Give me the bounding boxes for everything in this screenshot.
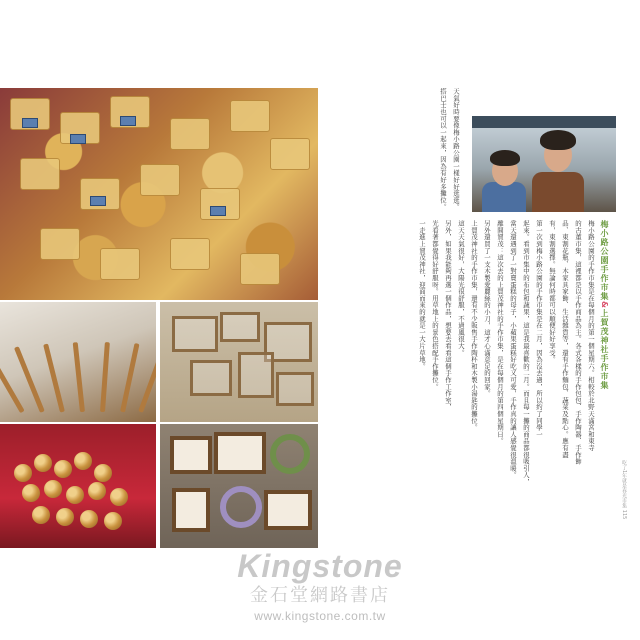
paragraph-column: 離開賀茂：這次去的上賀茂神社的手作市集，是在每個月的第四個星期日。 [496,220,504,445]
paragraph-column: 當天還遇到了一對賣蛋糕的母子，小蘋果蛋糕好吃又可愛，手作真的讓人感覺很溫暖。 [509,220,517,479]
paragraph-column: 另外還買了一支木製愛麗絲的小刀，這才心滿意足的回家。 [483,220,491,397]
snack-balls-photo [0,424,156,548]
paragraph-column: 另外，如果我能夠再選一個作品，想要去看看這個手作工作室， [444,220,452,411]
handmade-crafts-photo [160,424,318,548]
watermark-chinese: 金石堂網路書店 [250,585,390,606]
section-heading [599,220,610,545]
paragraph-column: 的古董市集，這裡都是以手作商品為主。各式各樣的手作包包、手作陶器、手作飾 [574,220,582,465]
paragraph-column: 光看著都覺得好舒服呀。用草地上的景色搭配手作攤位。 [431,220,439,390]
paragraph-column: 梅小路公園的手作市集是在每個月的第一個星期六。相較於北野天滿宮和東寺 [587,220,595,452]
paragraph-column: 品、東割花瓶、木家具家飾、生活雜貨等，還有手作麵包、蔬菜及點心。應有盡 [561,220,569,458]
paragraph-column: 上賀茂神社的手作市集，還有不少販售手作陶杯和木製小湯匙的攤位。 [470,220,478,431]
paragraph-column: 這天天氣很好，大陽光很舒服，不過風很大。 [457,220,465,356]
heading-part1: 梅小路公園手作市集 [600,220,609,301]
paragraph-column: 起來。看到市集中的布包和蔬果，這是我最喜歡的二月。而且每一攤的商品都很吸引人， [522,220,530,486]
page-folio: 吃了1年就是春光市集 115 [621,460,627,520]
heading-ampersand: & [600,301,609,309]
paragraph-column: 第一次到梅小路公園的手作市集是在二月，因為沒去過，所以約了同學一 [535,220,543,438]
kingstone-watermark [150,548,490,624]
wooden-utensils-photo [0,302,156,422]
wall-shelf-photo [160,302,318,422]
paragraph-column: 搭巴士也可以一起來，因為有好多攤位。 [439,88,447,211]
paragraph-column: 有，東割選擇。無論何時都可以順便好好享受。 [548,220,556,363]
photo-collage [0,88,318,548]
watermark-logo: Kingstone [237,548,403,584]
article-text [417,220,610,545]
paragraph-column: 一走進上賀茂神社，迎面而來的就是一大片草地。 [418,220,426,370]
heading-part2: 上賀茂神社手作市集 [600,308,609,390]
paragraph-column: 天氣好時要像梅小路公園一樣好好逛逛。 [452,88,460,211]
vendor-portrait-photo [472,116,616,212]
bread-bags-photo [0,88,318,300]
watermark-url: www.kingstone.com.tw [254,609,386,623]
